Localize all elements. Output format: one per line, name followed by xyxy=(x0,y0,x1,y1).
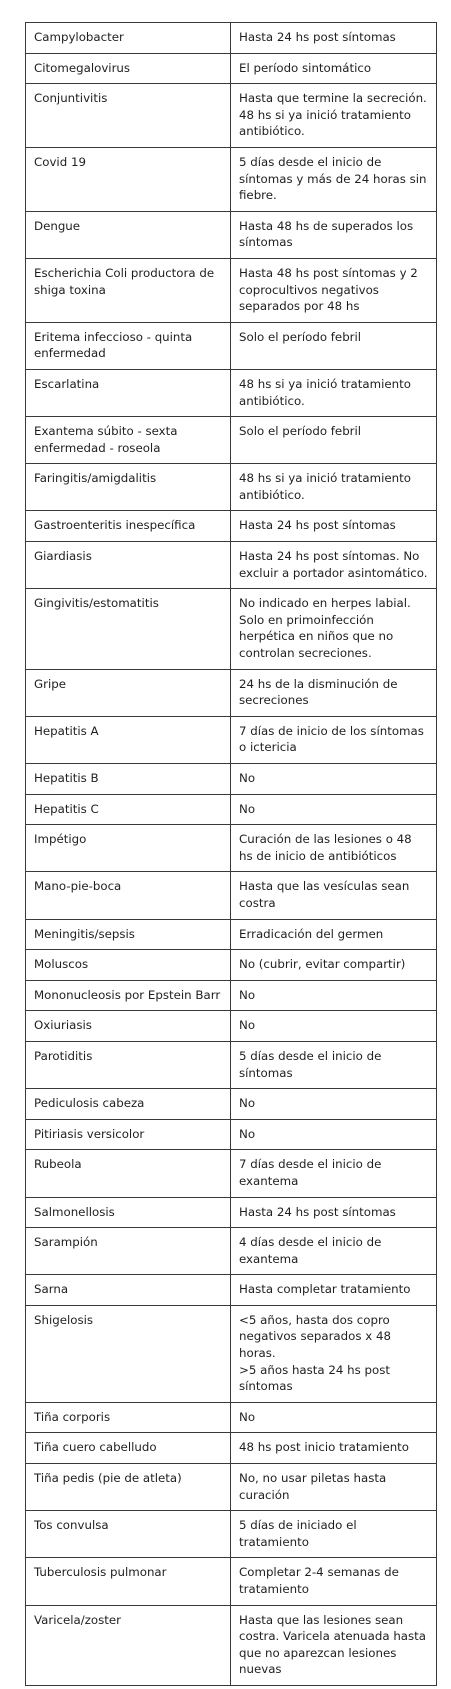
table-row xyxy=(26,1197,437,1228)
exclusion-period-text: No xyxy=(239,987,256,1002)
disease-cell xyxy=(26,147,231,211)
exclusion-period-cell xyxy=(231,764,437,795)
exclusion-period-text: 24 hs de la disminución de secreciones xyxy=(239,676,398,708)
exclusion-period-text: No xyxy=(239,801,256,816)
table-row xyxy=(26,1511,437,1558)
exclusion-period-cell xyxy=(231,1275,437,1306)
disease-cell xyxy=(26,764,231,795)
exclusion-period-cell xyxy=(231,542,437,589)
exclusion-period-cell xyxy=(231,825,437,872)
exclusion-period-text: <5 años, hasta dos copro negativos separados x 48 horas. >5 años hasta 24 hs post síntomas xyxy=(239,1312,391,1394)
disease-cell xyxy=(26,872,231,919)
exclusion-period-cell xyxy=(231,211,437,258)
exclusion-period-cell xyxy=(231,872,437,919)
disease-name: Impétigo xyxy=(34,832,87,847)
disease-cell xyxy=(26,669,231,716)
table-row xyxy=(26,417,437,464)
disease-name: Sarampión xyxy=(34,1235,98,1250)
disease-cell xyxy=(26,589,231,669)
table-row xyxy=(26,1119,437,1150)
disease-cell xyxy=(26,1150,231,1197)
disease-name: Parotiditis xyxy=(34,1048,93,1063)
table-row xyxy=(26,950,437,981)
exclusion-period-text: No xyxy=(239,771,256,785)
disease-name: Gingivitis/estomatitis xyxy=(34,596,159,611)
disease-cell xyxy=(26,794,231,825)
disease-cell xyxy=(26,1197,231,1228)
exclusion-period-text: Hasta 24 hs post síntomas xyxy=(239,1204,396,1219)
exclusion-period-cell xyxy=(231,1228,437,1275)
table-row xyxy=(26,53,437,84)
table-row xyxy=(26,84,437,148)
disease-name: Hepatitis C xyxy=(34,801,99,816)
exclusion-period-cell xyxy=(231,716,437,763)
exclusion-period-text: Hasta que las lesiones sean costra. Varicela atenuada hasta que no aparezcan lesiones nuevas xyxy=(239,1612,427,1677)
exclusion-period-cell xyxy=(231,1150,437,1197)
exclusion-period-text: 5 días de iniciado el tratamiento xyxy=(239,1518,357,1549)
disease-cell xyxy=(26,322,231,369)
exclusion-period-cell xyxy=(231,950,437,981)
disease-cell xyxy=(26,23,231,54)
exclusion-period-text: No xyxy=(239,1018,256,1033)
disease-cell xyxy=(26,1275,231,1306)
disease-name: Mano-pie-boca xyxy=(34,879,122,894)
exclusion-period-cell xyxy=(231,1511,437,1558)
table-row xyxy=(26,1011,437,1042)
table-row xyxy=(26,1275,437,1306)
disease-name: Gastroenteritis inespecífica xyxy=(34,518,196,533)
table-row xyxy=(26,1089,437,1120)
exclusion-period-text: No xyxy=(239,1409,256,1424)
exclusion-period-text: Hasta que termine la secreción. 48 hs si ya inició tratamiento antibiótico. xyxy=(239,91,427,139)
table-row xyxy=(26,1558,437,1605)
table-row xyxy=(26,589,437,669)
exclusion-period-cell xyxy=(231,919,437,950)
disease-name: Tuberculosis pulmonar xyxy=(34,1565,167,1580)
disease-cell xyxy=(26,980,231,1011)
table-row xyxy=(26,872,437,919)
disease-cell xyxy=(26,1089,231,1120)
exclusion-period-text: 5 días desde el inicio de síntomas xyxy=(239,1048,382,1080)
exclusion-period-text: 48 hs si ya inició tratamiento antibiótico. xyxy=(239,376,411,408)
exclusion-period-text: No indicado en herpes labial. Solo en primoinfección herpética en niños que no controlan secreciones. xyxy=(239,596,411,661)
disease-cell xyxy=(26,84,231,148)
exclusion-period-text: No xyxy=(239,1096,256,1111)
exclusion-period-text: No, no usar piletas hasta curación xyxy=(239,1471,387,1502)
exclusion-period-cell xyxy=(231,322,437,369)
disease-cell xyxy=(26,919,231,950)
disease-name: Escherichia Coli productora de shiga toxina xyxy=(34,265,215,297)
table-row xyxy=(26,1402,437,1433)
table-row xyxy=(26,980,437,1011)
exclusion-period-cell xyxy=(231,1197,437,1228)
table-row xyxy=(26,147,437,211)
exclusion-period-text: Hasta 48 hs post síntomas y 2 coprocultivos negativos separados por 48 hs xyxy=(239,265,418,314)
exclusion-period-text: Hasta que las vesículas sean costra xyxy=(239,879,410,910)
table-row xyxy=(26,542,437,589)
disease-name: Salmonellosis xyxy=(34,1204,115,1219)
disease-cell xyxy=(26,53,231,84)
disease-name: Conjuntivitis xyxy=(34,91,108,106)
disease-name: Oxiuriasis xyxy=(34,1018,92,1033)
exclusion-period-text: No xyxy=(239,1126,256,1141)
disease-cell xyxy=(26,464,231,511)
disease-cell xyxy=(26,1464,231,1511)
disease-name: Covid 19 xyxy=(34,154,86,169)
disease-cell xyxy=(26,1228,231,1275)
table-row xyxy=(26,794,437,825)
table-row xyxy=(26,322,437,369)
table-row xyxy=(26,1605,437,1685)
disease-cell xyxy=(26,1511,231,1558)
disease-name: Shigelosis xyxy=(34,1312,94,1327)
exclusion-period-cell xyxy=(231,511,437,542)
table-row xyxy=(26,1041,437,1088)
table-row xyxy=(26,716,437,763)
disease-name: Meningitis/sepsis xyxy=(34,926,135,941)
table-row xyxy=(26,669,437,716)
exclusion-period-text: No (cubrir, evitar compartir) xyxy=(239,957,406,972)
exclusion-period-cell xyxy=(231,1089,437,1120)
exclusion-period-cell xyxy=(231,53,437,84)
exclusion-period-cell xyxy=(231,23,437,54)
disease-name: Pitiriasis versicolor xyxy=(34,1126,145,1141)
table-row xyxy=(26,1433,437,1464)
disease-cell xyxy=(26,417,231,464)
disease-name: Rubeola xyxy=(34,1157,82,1172)
disease-cell xyxy=(26,1605,231,1685)
exclusion-period-cell xyxy=(231,1558,437,1605)
table-row xyxy=(26,369,437,416)
disease-cell xyxy=(26,1402,231,1433)
disease-cell xyxy=(26,950,231,981)
disease-name: Mononucleosis por Epstein Barr xyxy=(34,987,221,1002)
exclusion-period-cell xyxy=(231,669,437,716)
table-row xyxy=(26,464,437,511)
disease-cell xyxy=(26,1011,231,1042)
exclusion-period-text: Completar 2-4 semanas de tratamiento xyxy=(239,1565,399,1596)
exclusion-period-cell xyxy=(231,1119,437,1150)
exclusion-period-cell xyxy=(231,1305,437,1402)
disease-name: Tiña corporis xyxy=(34,1409,111,1424)
table-body xyxy=(26,23,437,1686)
disease-name: Giardiasis xyxy=(34,549,92,564)
table-row xyxy=(26,511,437,542)
disease-cell xyxy=(26,1119,231,1150)
disease-name: Tiña pedis (pie de atleta) xyxy=(34,1471,182,1486)
exclusion-period-table xyxy=(25,22,437,1686)
disease-cell xyxy=(26,369,231,416)
table-row xyxy=(26,1305,437,1402)
disease-cell xyxy=(26,1433,231,1464)
disease-name: Citomegalovirus xyxy=(34,60,131,75)
table-row xyxy=(26,211,437,258)
table-row xyxy=(26,919,437,950)
exclusion-period-text: Solo el período febril xyxy=(239,329,362,344)
exclusion-period-cell xyxy=(231,147,437,211)
table-row xyxy=(26,23,437,54)
disease-name: Varicela/zoster xyxy=(34,1612,122,1627)
disease-name: Eritema infeccioso - quinta enfermedad xyxy=(34,329,193,361)
exclusion-period-cell xyxy=(231,464,437,511)
disease-cell xyxy=(26,716,231,763)
exclusion-period-cell xyxy=(231,1041,437,1088)
disease-name: Sarna xyxy=(34,1282,69,1297)
exclusion-period-cell xyxy=(231,980,437,1011)
disease-name: Moluscos xyxy=(34,957,89,972)
disease-name: Pediculosis cabeza xyxy=(34,1096,145,1111)
disease-name: Faringitis/amigdalitis xyxy=(34,471,157,486)
exclusion-period-cell xyxy=(231,369,437,416)
table-row xyxy=(26,1464,437,1511)
exclusion-period-text: Hasta completar tratamiento xyxy=(239,1282,411,1297)
disease-name: Campylobacter xyxy=(34,30,124,44)
exclusion-period-cell xyxy=(231,794,437,825)
table-row xyxy=(26,825,437,872)
disease-name: Hepatitis A xyxy=(34,723,99,738)
exclusion-period-text: 7 días desde el inicio de exantema xyxy=(239,1157,382,1188)
table-row xyxy=(26,1150,437,1197)
disease-cell xyxy=(26,1305,231,1402)
disease-cell xyxy=(26,825,231,872)
exclusion-period-cell xyxy=(231,1402,437,1433)
disease-name: Escarlatina xyxy=(34,376,100,391)
exclusion-period-text: El período sintomático xyxy=(239,60,372,75)
exclusion-period-text: 48 hs si ya inició tratamiento antibiótico. xyxy=(239,471,411,502)
exclusion-period-text: 7 días de inicio de los síntomas o ictericia xyxy=(239,723,424,755)
exclusion-period-text: Hasta 48 hs de superados los síntomas xyxy=(239,218,414,250)
disease-cell xyxy=(26,1041,231,1088)
exclusion-period-cell xyxy=(231,589,437,669)
exclusion-period-cell xyxy=(231,1605,437,1685)
disease-name: Dengue xyxy=(34,218,81,233)
exclusion-period-text: Hasta 24 hs post síntomas. No excluir a portador asintomático. xyxy=(239,549,428,580)
table-row xyxy=(26,258,437,322)
exclusion-period-cell xyxy=(231,1011,437,1042)
exclusion-period-text: Erradicación del germen xyxy=(239,926,384,941)
disease-cell xyxy=(26,1558,231,1605)
disease-name: Exantema súbito - sexta enfermedad - roseola xyxy=(34,424,178,455)
exclusion-period-cell xyxy=(231,84,437,148)
disease-name: Tiña cuero cabelludo xyxy=(34,1440,157,1455)
exclusion-period-text: 4 días desde el inicio de exantema xyxy=(239,1235,382,1266)
exclusion-period-text: Solo el período febril xyxy=(239,424,362,439)
exclusion-period-cell xyxy=(231,1433,437,1464)
exclusion-period-cell xyxy=(231,258,437,322)
disease-name: Tos convulsa xyxy=(34,1518,109,1533)
disease-cell xyxy=(26,258,231,322)
exclusion-period-text: 5 días desde el inicio de síntomas y más de 24 horas sin fiebre. xyxy=(239,154,427,203)
exclusion-period-text: 48 hs post inicio tratamiento xyxy=(239,1440,410,1455)
exclusion-period-text: Hasta 24 hs post síntomas xyxy=(239,518,396,533)
table-row xyxy=(26,1228,437,1275)
disease-cell xyxy=(26,542,231,589)
disease-cell xyxy=(26,211,231,258)
exclusion-period-cell xyxy=(231,417,437,464)
disease-name: Hepatitis B xyxy=(34,771,99,785)
exclusion-period-cell xyxy=(231,1464,437,1511)
exclusion-period-text: Hasta 24 hs post síntomas xyxy=(239,30,396,44)
disease-name: Gripe xyxy=(34,676,67,691)
disease-cell xyxy=(26,511,231,542)
exclusion-period-text: Curación de las lesiones o 48 hs de inicio de antibióticos xyxy=(239,832,412,863)
table-row xyxy=(26,764,437,795)
